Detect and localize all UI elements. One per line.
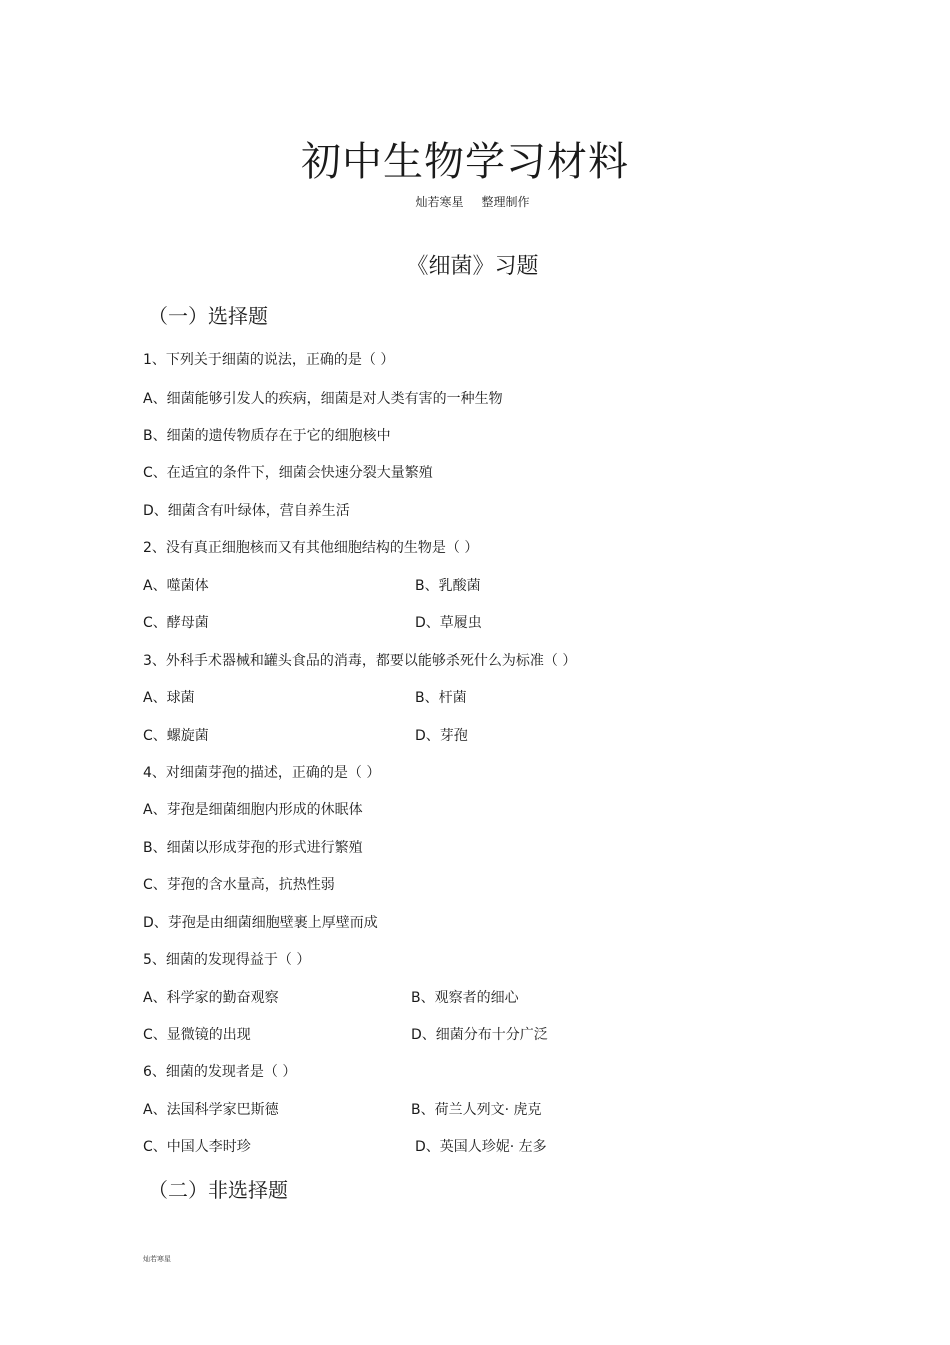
option-a: A、细菌能够引发人的疾病，细菌是对人类有害的一种生物 (143, 391, 503, 407)
option-c: C、中国人李时珍 (143, 1139, 251, 1155)
option-d: D、芽孢是由细菌细胞壁裹上厚壁而成 (143, 915, 378, 931)
option-b: B、荷兰人列文· 虎克 (411, 1102, 542, 1118)
option-d: D、芽孢 (415, 728, 468, 744)
option-a: A、科学家的勤奋观察 (143, 990, 279, 1006)
option-a: A、球菌 (143, 690, 195, 706)
option-b: B、细菌的遗传物质存在于它的细胞核中 (143, 428, 391, 444)
option-d: D、细菌含有叶绿体，营自养生活 (143, 503, 350, 519)
question-stem: 1、下列关于细菌的说法，正确的是（ ） (143, 352, 395, 368)
option-c: C、酵母菌 (143, 615, 209, 631)
page-footer: 灿若寒星 (143, 1255, 171, 1263)
author-line (0, 194, 945, 210)
option-d: D、细菌分布十分广泛 (411, 1027, 548, 1043)
main-title: 初中生物学习材料 (301, 139, 629, 185)
option-a: A、法国科学家巴斯德 (143, 1102, 279, 1118)
section-heading-choice: （一）选择题 (148, 304, 268, 328)
author-role: 整理制作 (481, 195, 530, 209)
question-stem: 6、细菌的发现者是（ ） (143, 1064, 297, 1080)
question-stem: 5、细菌的发现得益于（ ） (143, 952, 311, 968)
option-b: B、杆菌 (415, 690, 467, 706)
option-a: A、芽孢是细菌细胞内形成的休眠体 (143, 802, 363, 818)
author-name: 灿若寒星 (415, 195, 464, 209)
option-a: A、噬菌体 (143, 578, 209, 594)
exercise-title: 《细菌》习题 (406, 254, 539, 279)
option-c: C、显微镜的出现 (143, 1027, 251, 1043)
option-c: C、在适宜的条件下，细菌会快速分裂大量繁殖 (143, 465, 433, 481)
option-b: B、观察者的细心 (411, 990, 519, 1006)
section-heading-non-choice: （二）非选择题 (148, 1178, 288, 1202)
option-c: C、芽孢的含水量高，抗热性弱 (143, 877, 335, 893)
question-stem: 2、没有真正细胞核而又有其他细胞结构的生物是（ ） (143, 540, 479, 556)
question-stem: 4、对细菌芽孢的描述，正确的是（ ） (143, 765, 381, 781)
option-b: B、细菌以形成芽孢的形式进行繁殖 (143, 840, 363, 856)
option-c: C、螺旋菌 (143, 728, 209, 744)
option-d: D、草履虫 (415, 615, 482, 631)
question-stem: 3、外科手术器械和罐头食品的消毒，都要以能够杀死什么为标准（ ） (143, 653, 577, 669)
option-d: D、英国人珍妮· 左多 (415, 1139, 547, 1155)
option-b: B、乳酸菌 (415, 578, 481, 594)
